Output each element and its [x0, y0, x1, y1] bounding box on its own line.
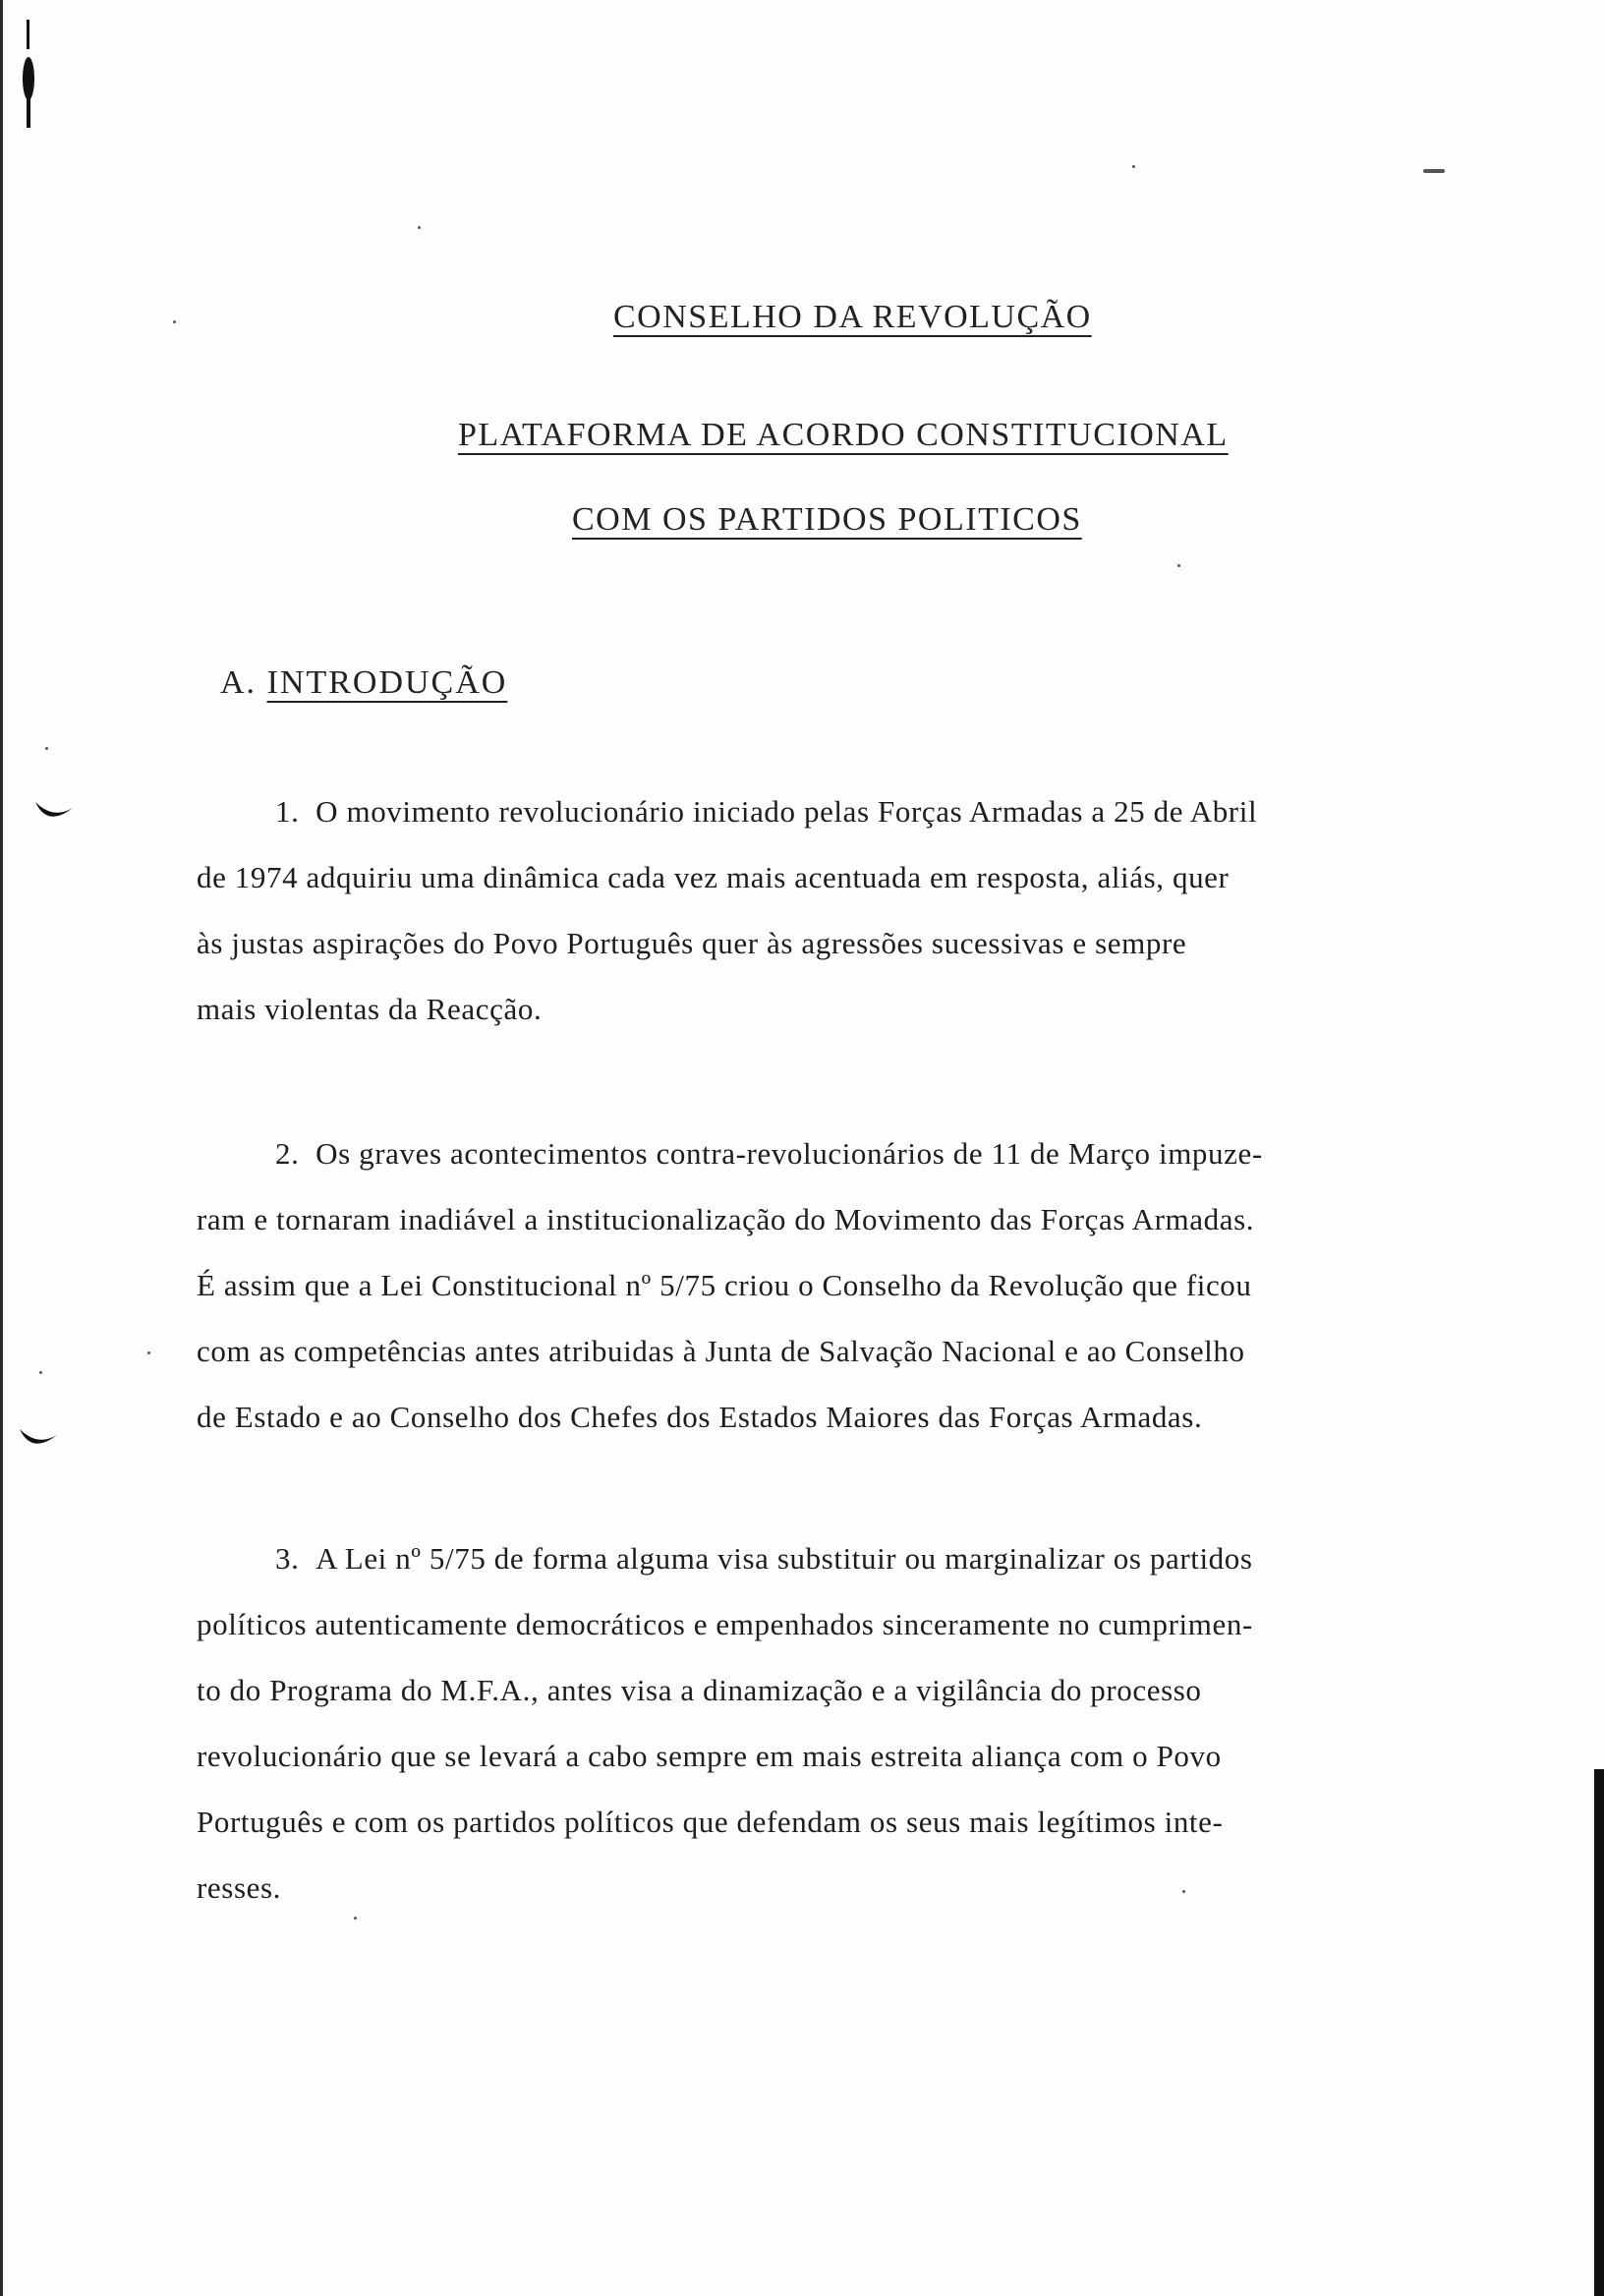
paragraph-3 — [197, 1525, 1573, 1921]
paragraph-line: de Estado e ao Conselho dos Chefes dos Estados Maiores das Forças Armadas. — [197, 1400, 1203, 1434]
speck — [173, 320, 176, 323]
parties-title: COM OS PARTIDOS POLITICOS — [572, 501, 1082, 538]
council-title: CONSELHO DA REVOLUÇÃO — [613, 299, 1092, 335]
paragraph-line: políticos autenticamente democráticos e empenhados sinceramente no cumprimen- — [197, 1607, 1253, 1641]
paragraph-1 — [197, 778, 1567, 1042]
platform-title: PLATAFORMA DE ACORDO CONSTITUCIONAL — [458, 417, 1229, 453]
speck — [418, 226, 421, 229]
punch-hole-icon — [18, 1425, 59, 1455]
paragraph-line: às justas aspirações do Povo Português quer às agressões sucessivas e sempre — [197, 926, 1187, 960]
paragraph-line: revolucionário que se levará a cabo sempre em mais estreita aliança com o Povo — [197, 1739, 1222, 1773]
paragraph-number: 3. — [275, 1541, 300, 1576]
paragraph-2 — [197, 1120, 1582, 1450]
speck — [39, 1371, 42, 1374]
paragraph-line: com as competências antes atribuidas à Junta de Salvação Nacional e ao Conselho — [197, 1334, 1245, 1368]
paragraph-number: 2. — [275, 1136, 300, 1171]
speck — [1177, 564, 1180, 567]
paragraph-line: to do Programa do M.F.A., antes visa a dinamização e a vigilância do processo — [197, 1673, 1202, 1707]
paragraph-line: mais violentas da Reacção. — [197, 992, 543, 1026]
scan-right-edge — [1594, 1769, 1604, 2296]
paragraph-line: 1. O movimento revolucionário iniciado pelas Forças Armadas a 25 de Abril — [275, 794, 1258, 829]
section-marker: A. — [220, 664, 258, 701]
paragraph-line: de 1974 adquiriu uma dinâmica cada vez mais acentuada em resposta, aliás, quer — [197, 860, 1230, 894]
speck — [1423, 169, 1445, 173]
paragraph-line: 2. Os graves acontecimentos contra-revolucionários de 11 de Março impuze- — [275, 1136, 1263, 1171]
speck — [45, 747, 48, 750]
scan-left-edge — [0, 0, 3, 2296]
paragraph-line: 3. A Lei nº 5/75 de forma alguma visa substituir ou marginalizar os partidos — [275, 1541, 1253, 1576]
paragraph-line: É assim que a Lei Constitucional nº 5/75 criou o Conselho da Revolução que ficou — [197, 1268, 1252, 1302]
section-heading — [220, 664, 507, 702]
paragraph-line: resses. — [197, 1870, 281, 1905]
binding-mark-icon — [22, 20, 35, 128]
speck — [1132, 165, 1135, 168]
paragraph-line: ram e tornaram inadiável a institucionalização do Movimento das Forças Armadas. — [197, 1202, 1255, 1236]
speck — [147, 1351, 150, 1354]
punch-hole-icon — [33, 798, 75, 828]
paragraph-number: 1. — [275, 794, 300, 829]
section-label: INTRODUÇÃO — [266, 664, 508, 701]
paragraph-line: Português e com os partidos políticos que defendam os seus mais legítimos inte- — [197, 1805, 1224, 1839]
